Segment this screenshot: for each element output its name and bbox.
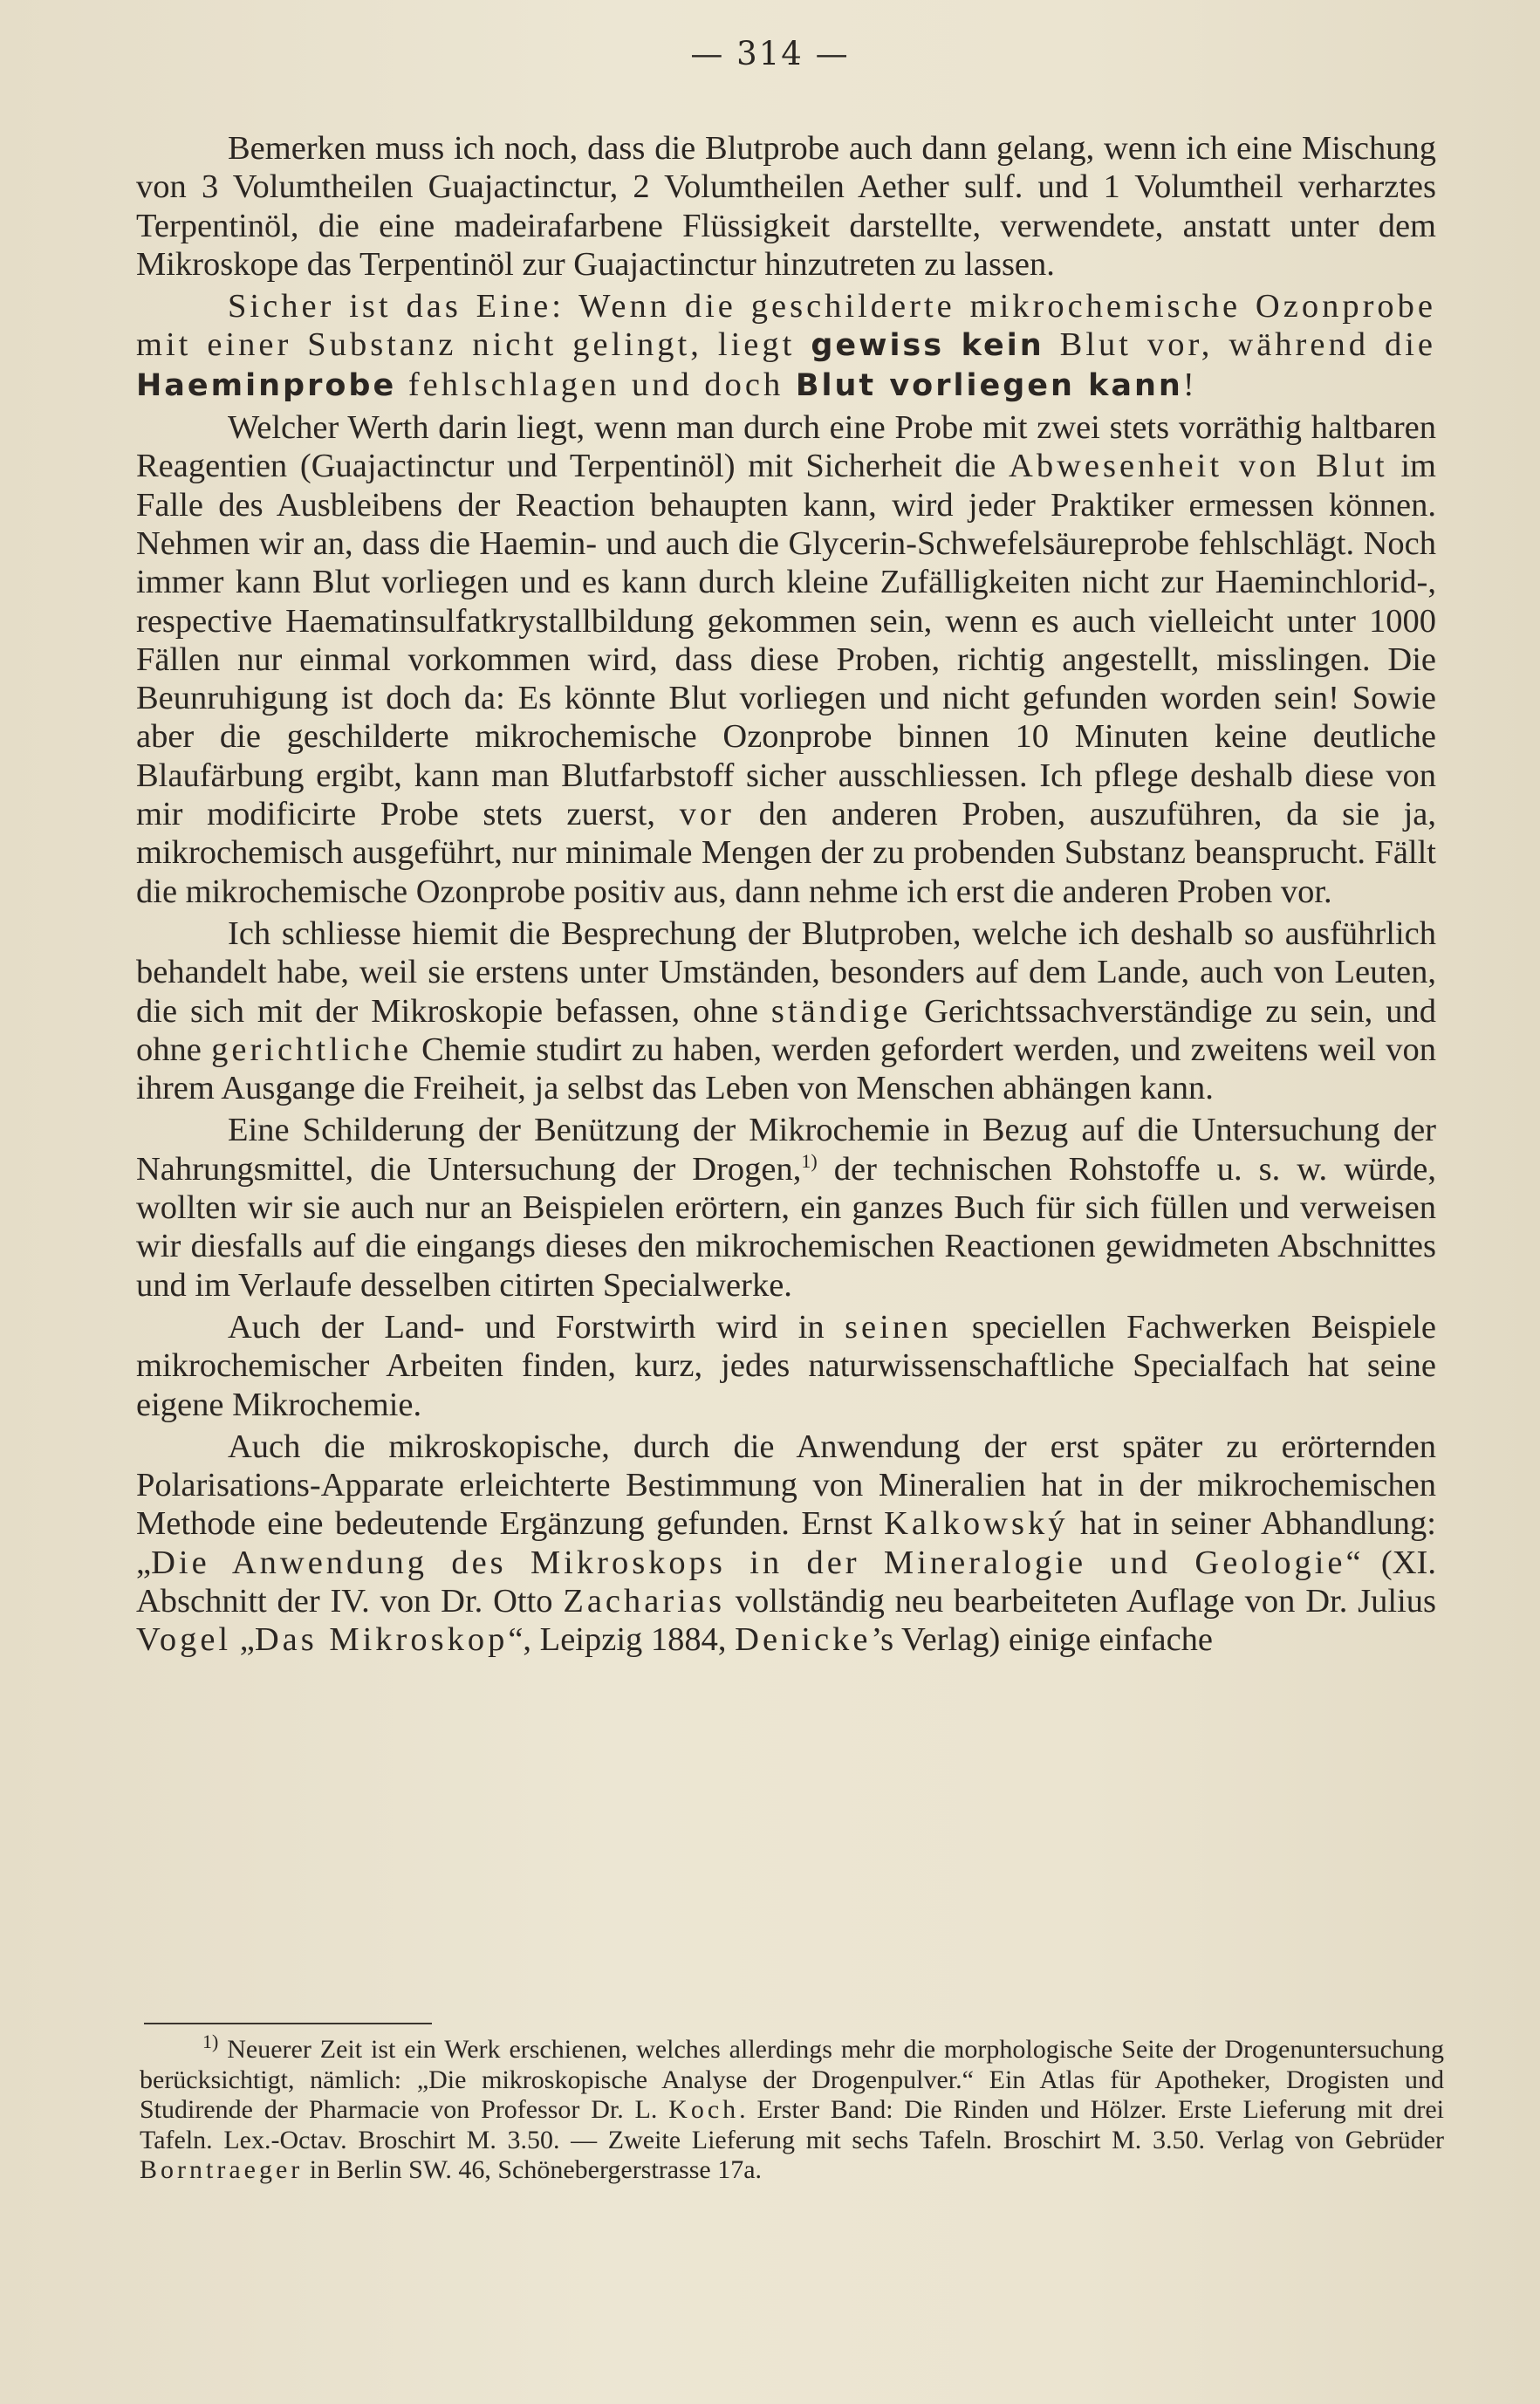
text-run: Neuerer Zeit ist ein Werk erschienen, welches allerdings mehr die morphologische Seite der Drogenuntersuchung berücksichtigt, nämlich: „Die mikroskopische Analyse der Drogenpulver.“ Ein Atlas für Apotheker, Drogisten und Studirende der Pharmacie von Professor Dr. L. [140,2035,1444,2124]
emphasis-spaced: Blut vor, während die [1044,326,1436,364]
footnote-text [140,2031,1444,2186]
text-run: Gerichtssachverständige zu sein, und ohne [136,992,1436,1068]
text-run: hat in seiner Abhandlung: „ [136,1505,1436,1581]
text-run: ! [1182,366,1194,403]
text-run: Ich schliesse hiemit die Besprechung der Blutproben, welche ich deshalb so ausführlich behandelt habe, weil sie erstens unter Umständen, besonders auf dem Lande, auch von Leuten, die sich mit der Mikroskopie befassen, ohne [136,914,1436,1030]
emphasis-spaced: fehlschlagen und doch [396,366,796,403]
emphasis-spaced: Die Anwendung des Mikroskops in der Mineralogie und Geologie [151,1544,1346,1581]
text-run: Auch der Land- und Forstwirth wird in [228,1308,845,1346]
emphasis-spaced: gerichtliche [211,1031,412,1068]
paragraph [136,914,1436,1107]
emphasis-spaced: Abwesenheit von Blut [1009,448,1388,485]
main-text [136,129,1436,1663]
text-run: “, Leipzig 1884, [508,1621,736,1659]
emphasis-spaced: Vogel [136,1621,232,1659]
emphasis-spaced: vor [679,796,735,833]
text-run: . Erster Band: Die Rinden und Hölzer. Erste Lieferung mit drei Tafeln. Lex.-Octav. Broschirt M. 3.50. — Zweite Lieferung mit sechs Tafeln. Broschirt M. 3.50. Verlag von Gebrüder [140,2095,1444,2154]
emphasis-spaced: Zacharias [563,1582,725,1620]
text-run: speciellen Fachwerken Beispiele mikrochemischer Arbeiten finden, kurz, jedes naturwissenschaftliche Specialfach hat seine eigene Mikrochemie. [136,1308,1436,1423]
emphasis-spaced: Kalkowský [884,1505,1069,1543]
text-run: der technischen Rohstoffe u. s. w. würde, wollten wir sie auch nur an Beispielen erörtern, ein ganzes Buch für sich füllen und verweisen wir diesfalls auf die eingangs dieses den mikrochemischen Reactionen gewidmeten Abschnittes und im Verlaufe desselben citirten Specialwerke. [136,1150,1437,1304]
emphasis-spaced: Koch [668,2095,740,2124]
text-run: Bemerken muss ich noch, dass die Blutprobe auch dann gelang, wenn ich eine Mischung von 3 Volumtheilen Guajactinctur, 2 Volumtheilen Aether sulf. und 1 Volumtheil verharztes Terpentinöl, die eine madeirafarbene Flüssigkeit darstellte, verwendete, anstatt unter dem Mikroskope das Terpentinöl zur Guajactinctur hinzutreten zu lassen. [136,130,1436,283]
emphasis-spaced: Borntraeger [140,2155,304,2184]
text-run: Chemie studirt zu haben, werden gefordert werden, und zweitens weil von ihrem Ausgange die Freiheit, ja selbst das Leben von Menschen abhängen kann. [136,1031,1436,1107]
footnote-marker: 1) [801,1149,818,1172]
paragraph [136,287,1436,405]
footnote-divider [144,2023,432,2024]
text-run: den anderen Proben, auszuführen, da sie ja, mikrochemisch ausgeführt, nur minimale Mengen der zu probenden Substanz beansprucht. Fällt die mikrochemische Ozonprobe positiv aus, dann nehme ich erst die anderen Proben vor. [136,796,1436,910]
text-run: ’s Verlag) einige einfache [871,1621,1214,1659]
emphasis-spaced: Sicher ist das Eine: Wenn die geschilderte mikrochemische Ozonprobe mit einer Substanz nicht gelingt, liegt [136,288,1436,364]
emphasis-spaced: Denicke [735,1621,872,1659]
paragraph [136,1428,1436,1660]
emphasis-spaced: ständige [770,992,912,1030]
paragraph [136,129,1436,284]
text-run: in Berlin SW. 46, Schönebergerstrasse 17a. [303,2155,763,2184]
text-run: „ [231,1621,255,1659]
emphasis-spaced: seinen [845,1308,952,1346]
text-run: im Falle des Ausbleibens der Reaction behaupten kann, wird jeder Praktiker ermessen können. Nehmen wir an, dass die Haemin- und auch die Glycerin-Schwefelsäureprobe fehlschlägt. Noch immer kann Blut vorliegen und es kann durch kleine Zufälligkeiten nicht zur Haeminchlorid-, respective Haematinsulfatkrystallbildung gekommen sein, wenn es auch vielleicht unter 1000 Fällen nur einmal vorkommen wird, dass diese Proben, richtig angestellt, misslingen. Die Beunruhigung ist doch da: Es könnte Blut vorliegen und nicht gefunden worden sein! Sowie aber die geschilderte mikrochemische Ozonprobe binnen 10 Minuten keine deutliche Blaufärbung ergibt, kann man Blutfarbstoff sicher ausschliessen. Ich pflege deshalb diese von mir modificirte Probe stets zuerst, [136,448,1436,833]
text-run: Eine Schilderung der Benützung der Mikrochemie in Bezug auf die Untersuchung der Nahrungsmittel, die Untersuchung der Drogen, [136,1112,1436,1188]
footnote [140,2031,1444,2186]
paragraph [136,408,1436,911]
footnote-marker: 1) [202,2031,219,2052]
text-run: Welcher Werth darin liegt, wenn man durch eine Probe mit zwei stets vorräthig haltbaren Reagentien (Guajactinctur und Terpentinöl) mit Sicherheit die [136,409,1436,485]
emphasis-bold: Haeminprobe [136,367,397,403]
page-number: — 314 — [690,35,850,72]
text-run: vollständig neu bearbeiteten Auflage von Dr. Julius [724,1582,1437,1620]
paragraph [136,1308,1436,1424]
paragraph [136,1111,1436,1304]
text-run: “ (XI. Abschnitt der IV. von Dr. Otto [136,1544,1436,1620]
emphasis-bold: Blut vorliegen kann [795,367,1183,403]
emphasis-bold: gewiss kein [811,328,1044,364]
emphasis-spaced: Das Mikroskop [254,1621,509,1659]
text-run: Auch die mikroskopische, durch die Anwendung der erst später zu erörternden Polarisations-Apparate erleichterte Bestimmung von Mineralien hat in der mikrochemischen Methode eine bedeutende Ergänzung gefunden. Ernst [136,1428,1436,1543]
